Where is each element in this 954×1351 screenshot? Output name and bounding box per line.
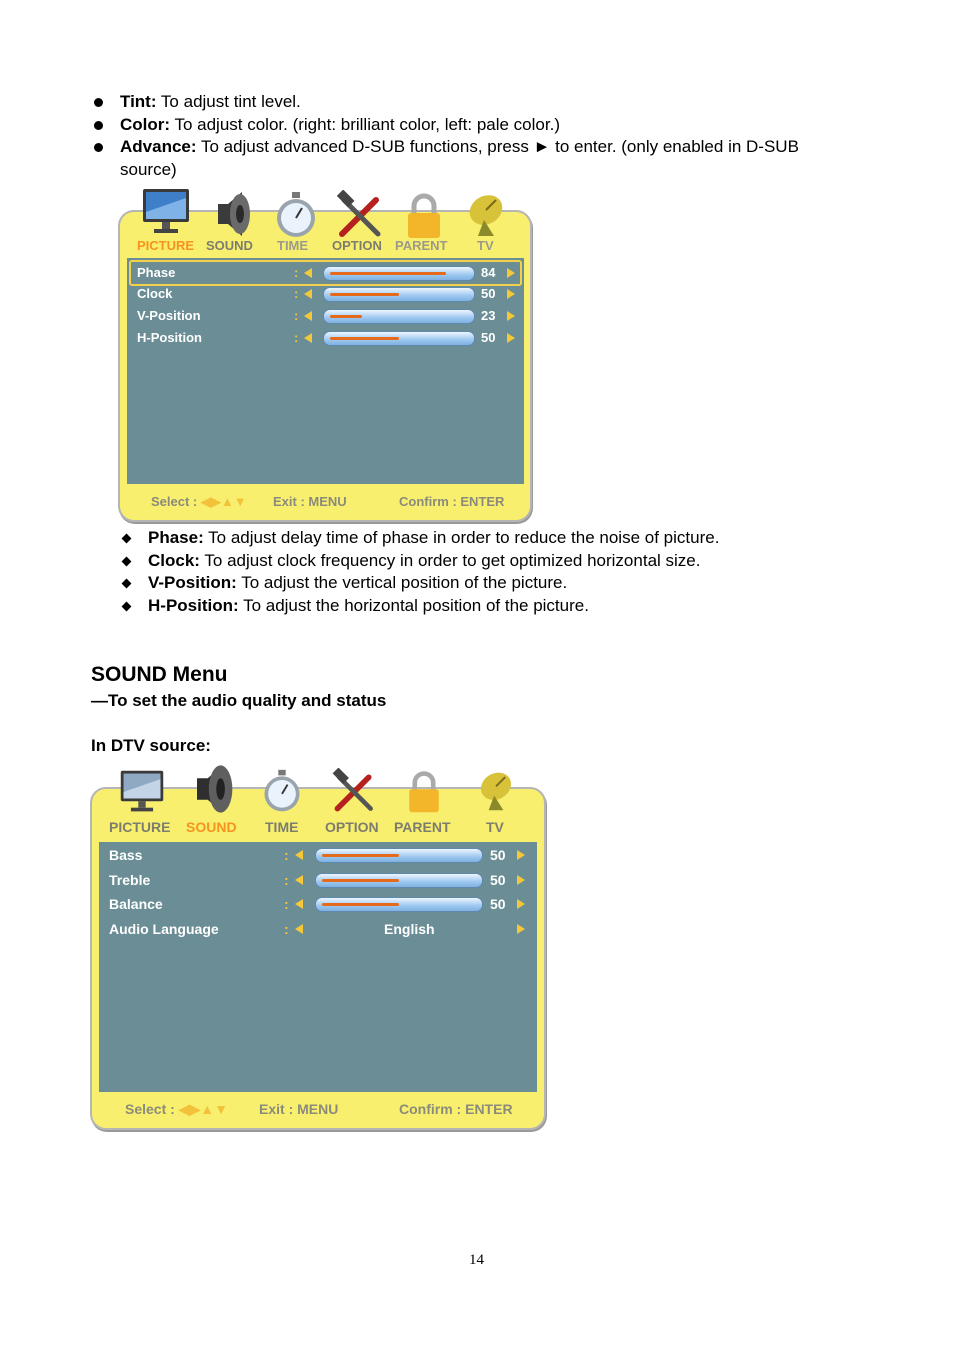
tab-time[interactable]: TIME	[265, 819, 299, 835]
osd-footer-select	[151, 494, 247, 510]
row-colon: :	[294, 330, 299, 345]
satellite-dish-icon	[470, 766, 522, 814]
tab-option[interactable]: OPTION	[332, 238, 382, 253]
tab-parent[interactable]: PARENT	[394, 819, 451, 835]
slider-fill	[330, 315, 362, 318]
bullet-dot-icon	[94, 143, 103, 152]
osd-footer-confirm: Confirm : ENTER	[399, 1101, 513, 1117]
increase-arrow-icon[interactable]	[517, 924, 525, 934]
bullet-diamond-icon	[122, 534, 132, 544]
osd-sound-menu	[90, 760, 546, 1130]
osd-picture-menu	[118, 186, 532, 522]
row-colon: :	[284, 872, 289, 888]
osd-footer-confirm: Confirm : ENTER	[399, 494, 505, 509]
osd-screen	[99, 842, 537, 1092]
row-value: 50	[490, 872, 506, 888]
increase-arrow-icon[interactable]	[517, 899, 525, 909]
row-value: 84	[481, 265, 496, 280]
tab-sound[interactable]: SOUND	[206, 238, 253, 253]
navigation-arrows-icon: ◀▶▲▼	[200, 494, 247, 509]
menu-row-bass[interactable]	[99, 844, 537, 866]
tab-option[interactable]: OPTION	[325, 819, 379, 835]
footer-select-label: Select :	[151, 494, 198, 509]
decrease-arrow-icon[interactable]	[295, 899, 303, 909]
slider-fill	[330, 337, 399, 340]
bullet-term: Phase:	[148, 528, 204, 547]
monitor-icon	[116, 768, 168, 816]
menu-row-clock[interactable]	[127, 283, 524, 305]
top-bullet-list	[91, 91, 851, 181]
bullet-v-position	[120, 572, 840, 595]
slider-fill	[330, 293, 399, 296]
decrease-arrow-icon[interactable]	[304, 333, 312, 343]
slider-fill	[322, 854, 399, 857]
increase-arrow-icon[interactable]	[517, 875, 525, 885]
increase-arrow-icon[interactable]	[507, 311, 515, 321]
tab-sound[interactable]: SOUND	[186, 819, 237, 835]
monitor-icon	[138, 186, 194, 238]
row-colon: :	[284, 896, 289, 912]
audio-language-value: English	[384, 921, 435, 937]
bullet-clock	[120, 550, 840, 573]
slider-track[interactable]	[323, 331, 475, 346]
decrease-arrow-icon[interactable]	[304, 289, 312, 299]
row-colon: :	[284, 921, 289, 937]
row-label: V-Position	[137, 308, 201, 323]
bullet-text: To adjust the vertical position of the picture.	[236, 573, 568, 593]
bullet-dot-icon	[94, 121, 103, 130]
padlock-icon	[396, 190, 452, 242]
row-value: 50	[490, 847, 506, 863]
section-title: SOUND Menu	[91, 663, 228, 686]
bullet-phase	[120, 527, 840, 550]
bullet-term: Clock:	[148, 550, 200, 570]
satellite-dish-icon	[458, 188, 514, 240]
row-colon: :	[294, 286, 299, 301]
menu-row-h-position[interactable]	[127, 327, 524, 349]
menu-row-audio-language[interactable]	[99, 918, 537, 940]
bullet-h-position	[120, 595, 840, 618]
osd-screen	[127, 258, 524, 484]
row-label: H-Position	[137, 330, 202, 345]
tools-icon	[328, 768, 380, 816]
source-heading: In DTV source:	[91, 736, 211, 755]
bullet-term: H-Position:	[148, 596, 239, 616]
bullet-dot-icon	[94, 98, 103, 107]
bullet-advance	[91, 136, 851, 181]
bullet-text: To adjust color. (right: brilliant color, left: pale color.)	[170, 114, 560, 134]
bullet-text: To adjust clock frequency in order to get optimized horizontal size.	[199, 550, 701, 570]
section-subtitle: —To set the audio quality and status	[91, 691, 387, 710]
row-label: Treble	[109, 872, 151, 888]
bullet-color	[91, 114, 851, 137]
stopwatch-icon	[256, 768, 308, 816]
slider-track[interactable]	[315, 897, 483, 912]
tools-icon	[332, 190, 388, 242]
sub-bullet-list	[120, 527, 840, 618]
decrease-arrow-icon[interactable]	[304, 311, 312, 321]
slider-fill	[330, 272, 446, 275]
slider-fill	[322, 903, 399, 906]
decrease-arrow-icon[interactable]	[304, 268, 312, 278]
bullet-term: Tint:	[120, 92, 157, 111]
slider-track[interactable]	[315, 848, 483, 863]
menu-row-treble[interactable]	[99, 869, 537, 891]
row-label: Clock	[137, 286, 173, 301]
stopwatch-icon	[268, 190, 324, 242]
row-value: 50	[481, 286, 496, 301]
speaker-icon	[182, 760, 242, 818]
menu-row-balance[interactable]	[99, 893, 537, 915]
increase-arrow-icon[interactable]	[517, 850, 525, 860]
row-label: Bass	[109, 847, 143, 863]
bullet-diamond-icon	[122, 602, 132, 612]
osd-footer-exit: Exit : MENU	[273, 494, 347, 509]
bullet-text: To adjust tint level.	[156, 92, 301, 111]
row-label: Audio Language	[109, 921, 219, 937]
slider-track[interactable]	[323, 266, 475, 281]
row-value: 50	[481, 330, 496, 345]
row-label: Balance	[109, 896, 163, 912]
tab-tv[interactable]: TV	[477, 238, 494, 253]
slider-track[interactable]	[323, 287, 475, 302]
tab-picture[interactable]: PICTURE	[109, 819, 171, 835]
bullet-term: V-Position:	[148, 573, 237, 593]
row-colon: :	[284, 847, 289, 863]
tab-parent[interactable]: PARENT	[395, 238, 448, 253]
bullet-diamond-icon	[122, 556, 132, 566]
bullet-text: To adjust the horizontal position of the picture.	[238, 596, 589, 616]
slider-fill	[322, 879, 399, 882]
row-value: 50	[490, 896, 506, 912]
page-number: 14	[469, 1252, 484, 1268]
slider-track[interactable]	[315, 873, 483, 888]
bullet-diamond-icon	[122, 579, 132, 589]
bullet-tint	[91, 91, 851, 114]
row-value: 23	[481, 308, 496, 323]
decrease-arrow-icon[interactable]	[295, 850, 303, 860]
tab-tv[interactable]: TV	[486, 819, 504, 835]
menu-row-v-position[interactable]	[127, 305, 524, 327]
decrease-arrow-icon[interactable]	[295, 924, 303, 934]
footer-select-label: Select :	[125, 1101, 175, 1117]
padlock-icon	[398, 768, 450, 816]
navigation-arrows-icon: ◀▶▲▼	[178, 1101, 228, 1117]
tab-time[interactable]: TIME	[277, 238, 309, 253]
increase-arrow-icon[interactable]	[507, 289, 515, 299]
row-colon: :	[294, 265, 299, 280]
bullet-term: Advance:	[120, 137, 197, 156]
osd-footer-exit: Exit : MENU	[259, 1101, 339, 1117]
increase-arrow-icon[interactable]	[507, 333, 515, 343]
osd-footer-select	[125, 1101, 228, 1118]
slider-track[interactable]	[323, 309, 475, 324]
speaker-icon	[204, 188, 260, 240]
row-label: Phase	[137, 265, 176, 280]
increase-arrow-icon[interactable]	[507, 268, 515, 278]
tab-picture[interactable]: PICTURE	[137, 238, 195, 253]
row-colon: :	[294, 308, 299, 323]
decrease-arrow-icon[interactable]	[295, 875, 303, 885]
bullet-term: Color:	[120, 114, 171, 134]
bullet-text: To adjust delay time of phase in order to reduce the noise of picture.	[203, 528, 720, 547]
bullet-text: To adjust advanced D-SUB functions, press ► to enter. (only enabled in D-SUB source)	[120, 137, 799, 179]
